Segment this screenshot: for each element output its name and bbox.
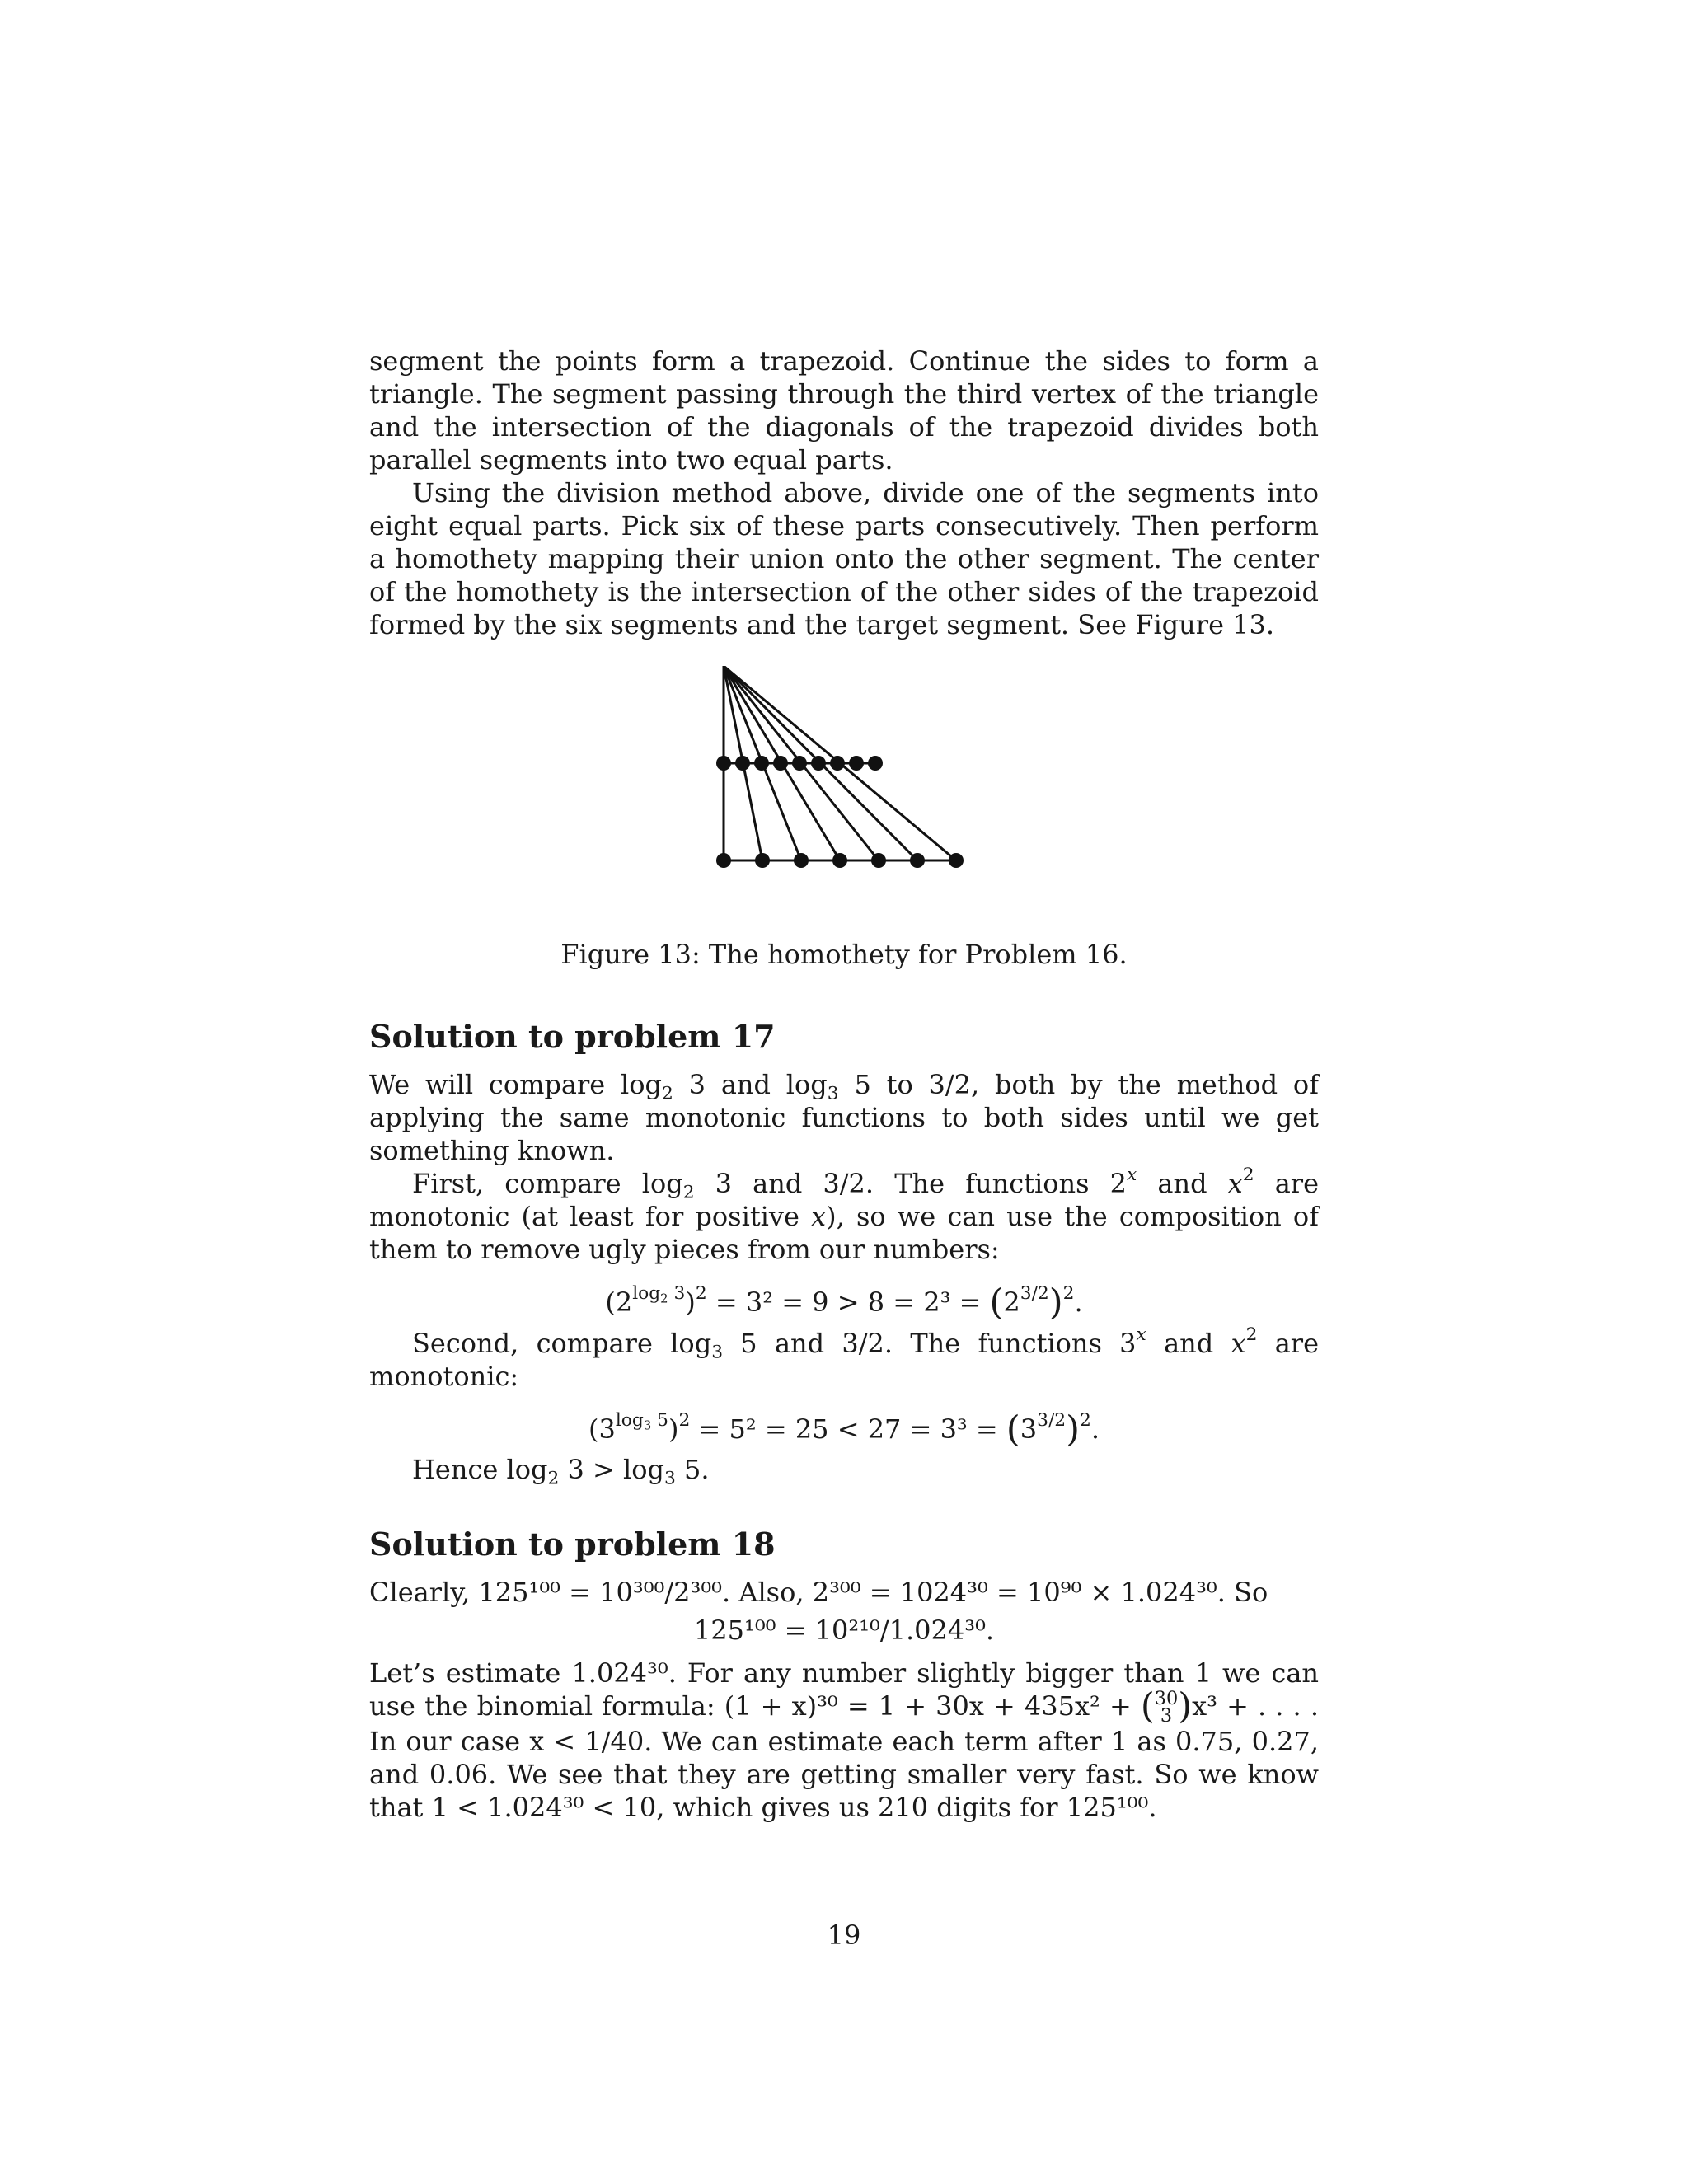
upper-point [830,756,845,771]
binomial-coefficient: 30 3 [1154,1687,1179,1727]
upper-point [792,756,807,771]
equation-1: $(2^{log_2 3})^2 = 3^2 = 9 > 8 = 2^3 = (2^{3/2})^2$. [605,1282,1083,1324]
s17-paragraph-3: Second, compare $\log_3 5$ and 3/2. The functions 3$^x$ and $x^2$ are monotonic: [369,1324,1320,1393]
figure-caption: Figure 13: The homothety for Problem 16. [560,939,1128,970]
homothety-diagram [369,666,1319,880]
heading-problem-17: Solution to problem 17 [369,1018,776,1055]
upper-point [868,756,883,771]
upper-point [716,756,731,771]
lower-point [755,853,770,868]
lower-point [794,853,809,868]
paragraph-trapezoid: segment the points form a trapezoid. Continue the sides to form a triangle. The segment passing through the third vertex of the triangle and the intersection of the diagonals of the trapezoid divides both parallel segments into two equal parts. [369,345,1319,476]
figure-13 [369,666,1319,880]
s18-paragraph-1: Clearly, 125¹⁰⁰ = 10³⁰⁰/2³⁰⁰. Also, 2³⁰⁰ = 1024³⁰ = 10⁹⁰ × 1.024³⁰. So [369,1577,1268,1608]
solution-17 [369,1017,1320,1489]
s17-paragraph-2: First, compare $\log_2 3$ and 3/2. The functions 2$^x$ and $x^2$ are monotonic (at least for positive x), so we can use the composition of them to remove ugly pieces from our numbers: [369,1164,1320,1265]
lower-point [716,853,731,868]
upper-point [754,756,769,771]
heading-problem-18: Solution to problem 18 [369,1526,776,1563]
equation-2: $(3^{log_3 5})^2 = 5^2 = 25 < 27 = 3^3 = (3^{3/2})^2$. [588,1408,1100,1451]
lower-point [949,853,964,868]
upper-point [735,756,750,771]
upper-point [849,756,864,771]
s18-paragraph-2: Let’s estimate 1.024³⁰. For any number slightly bigger than 1 we can use the binomial formula: (1 + x)³⁰ = 1 + 30x + 435x² + ( 30 3 )x³ + . . . . In our case x < 1/40. We can estimate each term after 1 as 0.75, 0.27, and 0.06. We see that they are getting smaller very fast. So we know that 1 < 1.024³⁰ < 10, which gives us 210 digits for 125¹⁰⁰. [369,1657,1320,1824]
lower-point [910,853,925,868]
s17-paragraph-4: Hence $\log_2 3 > \log_3 5$. [412,1453,710,1489]
s17-paragraph-1: We will compare $\log_2 3$ and $\log_3 5$ to 3/2, both by the method of applying the same monotonic functions to both sides until we get something known. [369,1069,1320,1166]
lower-point [832,853,847,868]
paragraph-division-method: Using the division method above, divide one of the segments into eight equal parts. Pick six of these parts consecutively. Then perform a homothety mapping their union onto the other segment. The center of the homothety is the intersection of the other sides of the trapezoid formed by the six segments and the target segment. See Figure 13. [369,477,1319,640]
solution-18 [369,1525,1319,1824]
upper-point [811,756,826,771]
lower-point [871,853,886,868]
equation-3: 125¹⁰⁰ = 10²¹⁰/1.024³⁰. [693,1615,995,1646]
page-number: 19 [827,1919,861,1951]
top-text [369,344,1319,641]
upper-point [773,756,788,771]
